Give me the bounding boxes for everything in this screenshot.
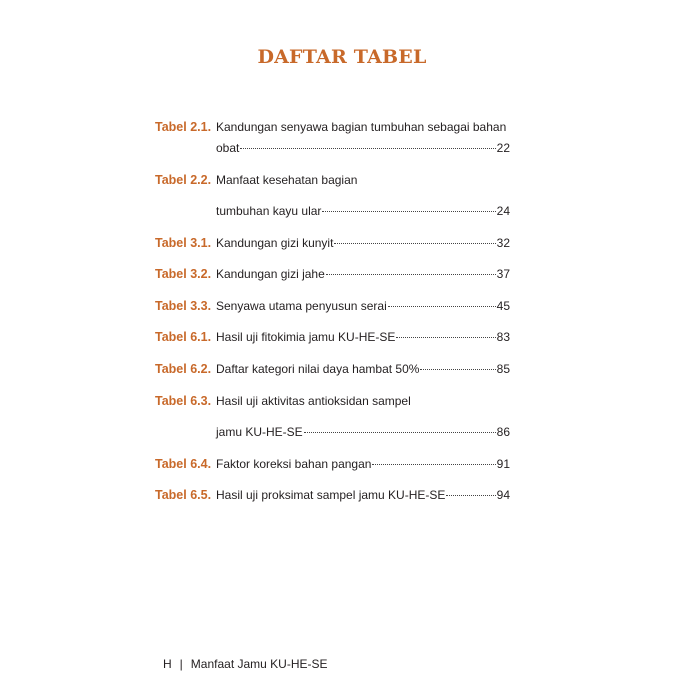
leader-dots xyxy=(372,464,495,465)
page-number: 22 xyxy=(496,141,510,155)
leader-dots xyxy=(388,306,496,307)
table-number: Tabel 6.3. xyxy=(155,394,212,408)
leader-dots xyxy=(326,274,496,275)
page-number: 24 xyxy=(496,204,510,218)
page-number: 37 xyxy=(496,267,510,281)
table-number: Tabel 3.2. xyxy=(155,267,212,281)
table-number: Tabel 6.4. xyxy=(155,457,212,471)
page-number: 94 xyxy=(496,488,510,502)
table-caption: Hasil uji proksimat sampel jamu KU-HE-SE xyxy=(216,488,446,502)
table-number: Tabel 6.2. xyxy=(155,362,212,376)
table-number: Tabel 3.3. xyxy=(155,299,212,313)
table-caption: Manfaat kesehatan bagian xyxy=(216,173,358,187)
leader-dots xyxy=(322,211,495,212)
page-footer xyxy=(163,657,328,671)
footer-page-number: H xyxy=(163,657,172,671)
table-caption: Daftar kategori nilai daya hambat 50% xyxy=(216,362,420,376)
table-caption-continued: jamu KU-HE-SE xyxy=(216,425,303,439)
table-number: Tabel 3.1. xyxy=(155,236,212,250)
table-caption-continued: obat xyxy=(216,141,240,155)
leader-dots xyxy=(446,495,495,496)
table-caption: Hasil uji aktivitas antioksidan sampel xyxy=(216,394,411,408)
table-caption: Kandungan gizi kunyit xyxy=(216,236,334,250)
page-number: 83 xyxy=(496,330,510,344)
page-number: 45 xyxy=(496,299,510,313)
table-caption: Kandungan gizi jahe xyxy=(216,267,325,281)
table-number: Tabel 2.2. xyxy=(155,173,212,187)
leader-dots xyxy=(334,243,495,244)
footer-book-title: Manfaat Jamu KU-HE-SE xyxy=(190,657,328,671)
table-caption: Hasil uji fitokimia jamu KU-HE-SE xyxy=(216,330,396,344)
table-caption: Kandungan senyawa bagian tumbuhan sebagai bahan xyxy=(216,120,507,134)
page-number: 85 xyxy=(496,362,510,376)
table-number: Tabel 2.1. xyxy=(155,120,212,134)
footer-separator: | xyxy=(179,657,183,671)
table-caption-continued: tumbuhan kayu ular xyxy=(216,204,322,218)
leader-dots xyxy=(420,369,495,370)
table-caption: Faktor koreksi bahan pangan xyxy=(216,457,372,471)
table-caption: Senyawa utama penyusun serai xyxy=(216,299,387,313)
leader-dots xyxy=(240,148,495,149)
page-number: 86 xyxy=(496,425,510,439)
leader-dots xyxy=(304,432,496,433)
page-title: DAFTAR TABEL xyxy=(257,46,427,68)
leader-dots xyxy=(396,337,495,338)
page-number: 91 xyxy=(496,457,510,471)
page-number: 32 xyxy=(496,236,510,250)
table-number: Tabel 6.5. xyxy=(155,488,212,502)
table-number: Tabel 6.1. xyxy=(155,330,212,344)
